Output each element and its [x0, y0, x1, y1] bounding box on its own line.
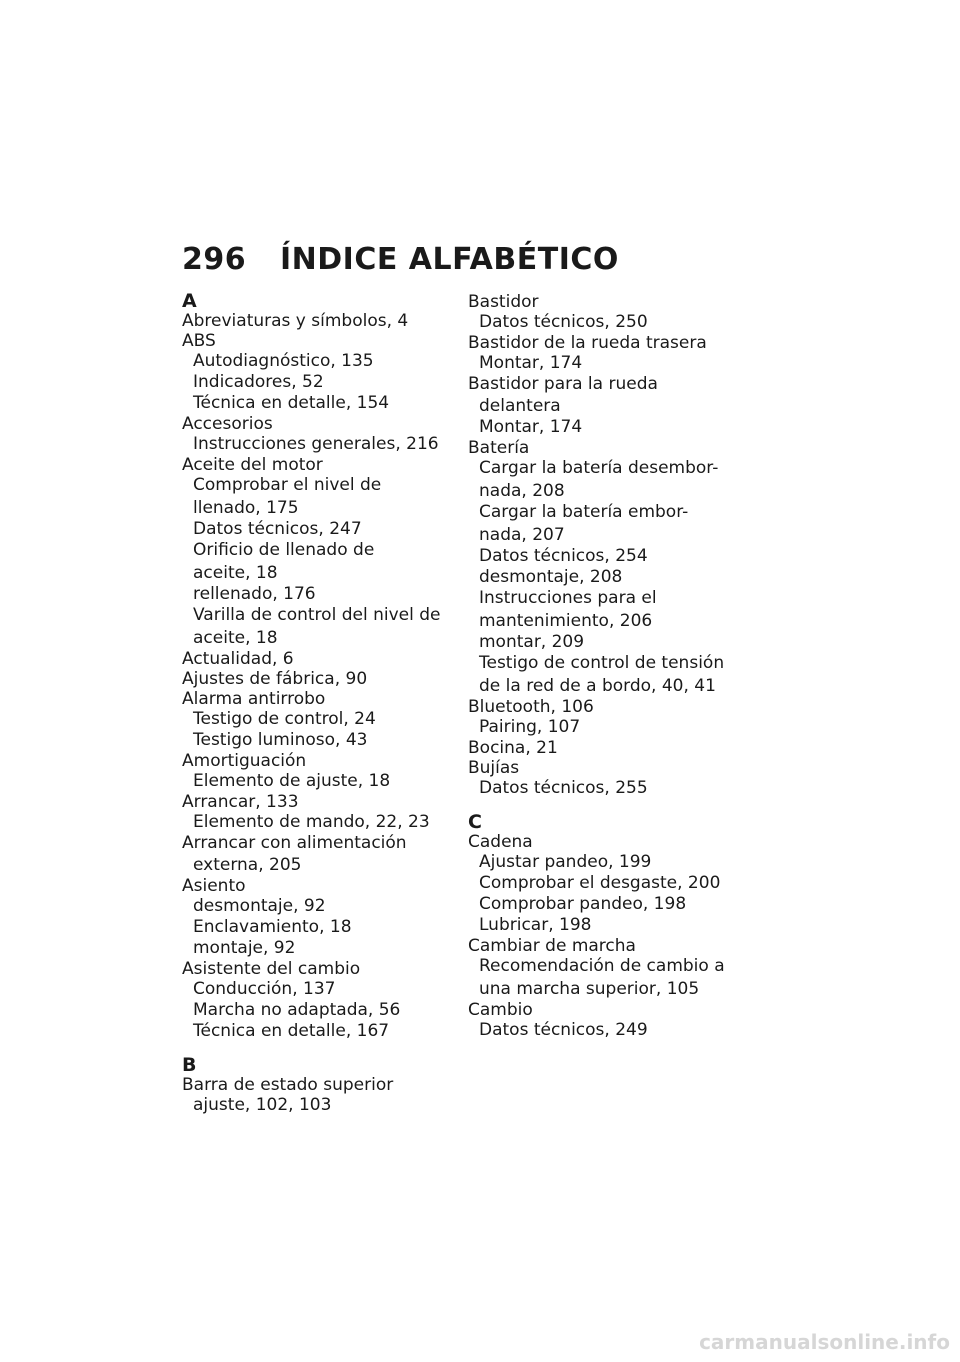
- index-subentry: Datos técnicos, 254: [479, 546, 648, 566]
- index-entry: Bastidor para la rueda: [468, 374, 658, 394]
- index-subentry: Testigo luminoso, 43: [193, 730, 368, 750]
- index-entry: Arrancar con alimentación: [182, 833, 407, 853]
- index-subentry: Comprobar pandeo, 198: [479, 894, 687, 914]
- index-subentry: Elemento de mando, 22, 23: [193, 812, 430, 832]
- index-subentry: Testigo de control de tensión: [479, 653, 725, 673]
- index-subentry: desmontaje, 92: [193, 896, 326, 916]
- index-entry: Aceite del motor: [182, 455, 323, 475]
- index-entry: Cambiar de marcha: [468, 936, 636, 956]
- index-subentry: ajuste, 102, 103: [193, 1095, 332, 1115]
- index-entry: Accesorios: [182, 414, 273, 434]
- index-subentry: Instrucciones generales, 216: [193, 434, 439, 454]
- index-entry: Bocina, 21: [468, 738, 558, 758]
- index-subentry: montar, 209: [479, 632, 585, 652]
- index-entry: Batería: [468, 438, 530, 458]
- index-entry: Asistente del cambio: [182, 959, 361, 979]
- index-subentry: Marcha no adaptada, 56: [193, 1000, 401, 1020]
- index-entry: Alarma antirrobo: [182, 689, 326, 709]
- page-number: 296: [182, 242, 247, 277]
- index-entry: Asiento: [182, 876, 246, 896]
- index-subentry: llenado, 175: [193, 498, 299, 518]
- index-column-left: [182, 292, 447, 1116]
- index-subentry: Ajustar pandeo, 199: [479, 852, 652, 872]
- index-subentry: nada, 208: [479, 481, 565, 501]
- index-subentry: Enclavamiento, 18: [193, 917, 352, 937]
- index-entry: Bastidor: [468, 292, 539, 312]
- index-entry: Amortiguación: [182, 751, 307, 771]
- index-subentry: Lubricar, 198: [479, 915, 592, 935]
- index-subentry: Montar, 174: [479, 417, 583, 437]
- section-letter: B: [182, 1054, 197, 1076]
- index-subentry: de la red de a bordo, 40, 41: [479, 676, 716, 696]
- page-header: [182, 242, 619, 277]
- watermark: carmanualsonline.info: [699, 1330, 950, 1354]
- index-subentry: mantenimiento, 206: [479, 611, 653, 631]
- index-entry: ABS: [182, 331, 216, 351]
- index-subentry: Autodiagnóstico, 135: [193, 351, 374, 371]
- index-entry: Cadena: [468, 832, 533, 852]
- index-subentry: Varilla de control del nivel de: [193, 605, 441, 625]
- index-subentry: Cargar la batería embor-: [479, 502, 689, 522]
- index-subentry: Técnica en detalle, 154: [193, 393, 390, 413]
- section-letter: C: [468, 811, 482, 833]
- index-subentry: Orificio de llenado de: [193, 540, 375, 560]
- index-subentry: rellenado, 176: [193, 584, 316, 604]
- index-entry: Bastidor de la rueda trasera: [468, 333, 707, 353]
- index-subentry: Datos técnicos, 255: [479, 778, 648, 798]
- index-subentry: Testigo de control, 24: [193, 709, 376, 729]
- index-subentry: montaje, 92: [193, 938, 296, 958]
- section-letter: A: [182, 290, 197, 312]
- index-entry: Abreviaturas y símbolos, 4: [182, 311, 409, 331]
- index-entry: Actualidad, 6: [182, 649, 294, 669]
- index-subentry: Datos técnicos, 250: [479, 312, 648, 332]
- index-subentry: Datos técnicos, 249: [479, 1020, 648, 1040]
- index-subentry: Montar, 174: [479, 353, 583, 373]
- index-subentry: Técnica en detalle, 167: [193, 1021, 390, 1041]
- index-subentry: delantera: [479, 396, 561, 416]
- index-subentry: Pairing, 107: [479, 717, 581, 737]
- index-subentry: Cargar la batería desembor-: [479, 458, 719, 478]
- index-subentry: Comprobar el desgaste, 200: [479, 873, 721, 893]
- index-column-right: [468, 292, 733, 1041]
- index-entry: Barra de estado superior: [182, 1075, 394, 1095]
- index-entry: Arrancar, 133: [182, 792, 299, 812]
- index-subentry: Recomendación de cambio a: [479, 956, 725, 976]
- index-entry: Cambio: [468, 1000, 533, 1020]
- index-subentry: externa, 205: [193, 855, 302, 875]
- index-subentry: aceite, 18: [193, 628, 278, 648]
- index-entry: Ajustes de fábrica, 90: [182, 669, 368, 689]
- index-subentry: Comprobar el nivel de: [193, 475, 382, 495]
- index-entry: Bujías: [468, 758, 520, 778]
- index-subentry: nada, 207: [479, 525, 565, 545]
- index-subentry: Instrucciones para el: [479, 588, 657, 608]
- index-subentry: aceite, 18: [193, 563, 278, 583]
- index-subentry: Indicadores, 52: [193, 372, 324, 392]
- index-subentry: Datos técnicos, 247: [193, 519, 362, 539]
- index-subentry: desmontaje, 208: [479, 567, 623, 587]
- index-subentry: Conducción, 137: [193, 979, 336, 999]
- index-entry: Bluetooth, 106: [468, 697, 594, 717]
- page-title: ÍNDICE ALFABÉTICO: [280, 242, 619, 277]
- index-subentry: Elemento de ajuste, 18: [193, 771, 391, 791]
- index-subentry: una marcha superior, 105: [479, 979, 700, 999]
